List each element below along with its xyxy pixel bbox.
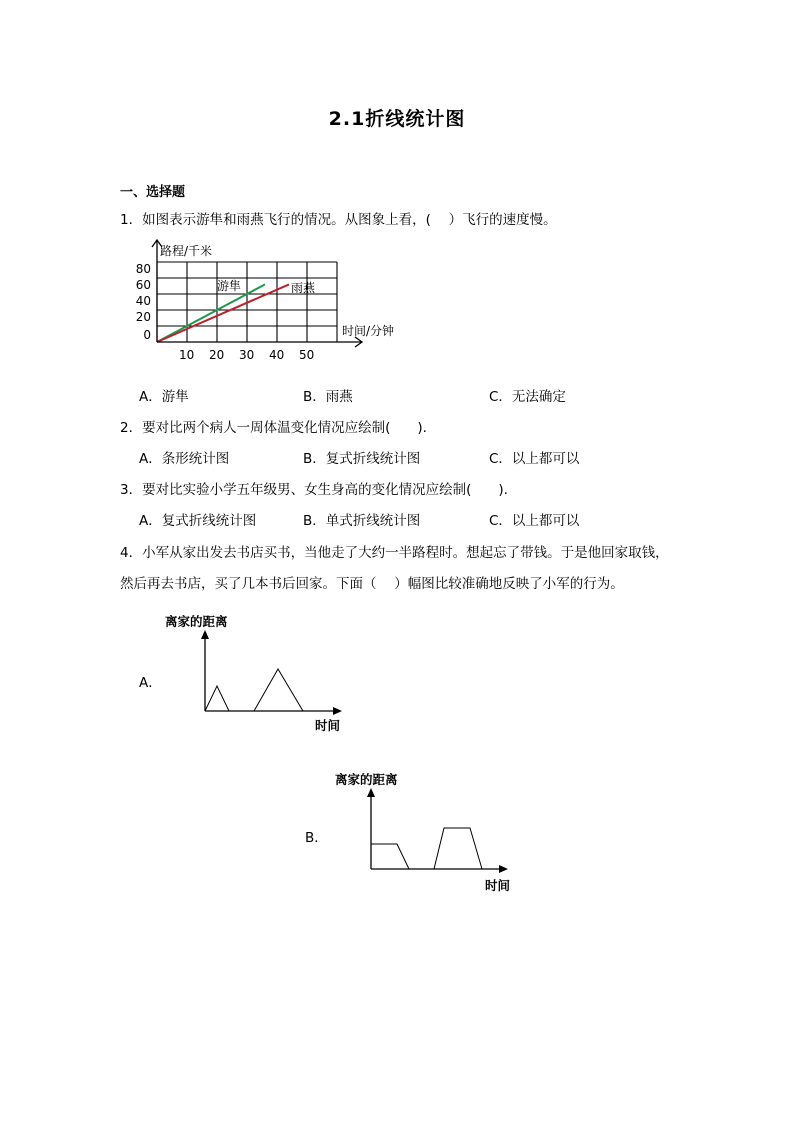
graph-a-y-label: 离家的距离 [165,614,228,629]
y-tick-label: 20 [135,310,151,324]
question-4-line1: 4．小军从家出发去书店买书，当他走了大约一半路程时。想起忘了带钱。于是他回家取钱， [120,545,669,561]
q2-option-a[interactable]: A．条形统计图 [139,451,230,467]
section-heading: 一、选择题 [120,185,186,200]
graph-b-y-arrow [367,788,375,797]
graph-b-x-label: 时间 [485,878,511,893]
q1-option-a[interactable]: A．游隼 [139,389,189,405]
y-tick-label: 40 [135,294,151,308]
x-tick-label: 20 [209,348,225,362]
x-tick-label: 10 [179,348,195,362]
series-label-falcon: 游隼 [217,279,242,293]
graph-b-option-label[interactable]: B． [305,830,328,846]
graph-a-trip-1 [205,686,229,711]
graph-a-y-arrow [201,630,209,639]
q2-option-c[interactable]: C．以上都可以 [489,451,580,467]
q1-option-c[interactable]: C．无法确定 [489,389,566,405]
graph-a-x-arrow [333,707,342,715]
y-tick-label: 80 [135,262,151,276]
graph-b[interactable] [362,786,522,876]
question-3-text: 3．要对比实验小学五年级男、女生身高的变化情况应绘制( ). [120,482,508,498]
y-tick-label: 60 [135,278,151,292]
page-title: 2.1折线统计图 [328,108,466,130]
q1-option-b[interactable]: B．雨燕 [303,389,353,405]
graph-b-x-arrow [499,865,508,873]
question-4-line2: 然后再去书店，买了几本书后回家。下面（ ）幅图比较准确地反映了小军的行为。 [120,576,624,592]
question-2-text: 2．要对比两个病人一周体温变化情况应绘制( ). [120,420,427,436]
chart-y-label: 路程/千米 [160,244,213,258]
q3-option-c[interactable]: C．以上都可以 [489,513,580,529]
graph-a-option-label[interactable]: A． [139,675,162,691]
q2-option-b[interactable]: B．复式折线统计图 [303,451,421,467]
graph-b-trip-2 [434,828,482,869]
q3-option-a[interactable]: A．复式折线统计图 [139,513,257,529]
graph-b-trip-1 [371,844,409,869]
question-1-text: 1．如图表示游隼和雨燕飞行的情况。从图象上看，( ）飞行的速度慢。 [120,212,557,228]
series-label-swift: 雨燕 [291,281,316,295]
x-tick-label: 30 [239,348,255,362]
graph-b-y-label: 离家的距离 [335,772,398,787]
x-tick-label: 40 [269,348,285,362]
chart-x-label: 时间/分钟 [342,324,395,338]
graph-a-trip-2 [254,669,303,711]
q1-chart [120,236,410,362]
q3-option-b[interactable]: B．单式折线统计图 [303,513,421,529]
x-tick-label: 50 [299,348,315,362]
y-tick-label: 0 [143,328,151,342]
graph-a[interactable] [196,628,356,718]
graph-a-x-label: 时间 [315,718,341,733]
series-line-falcon [157,284,265,342]
